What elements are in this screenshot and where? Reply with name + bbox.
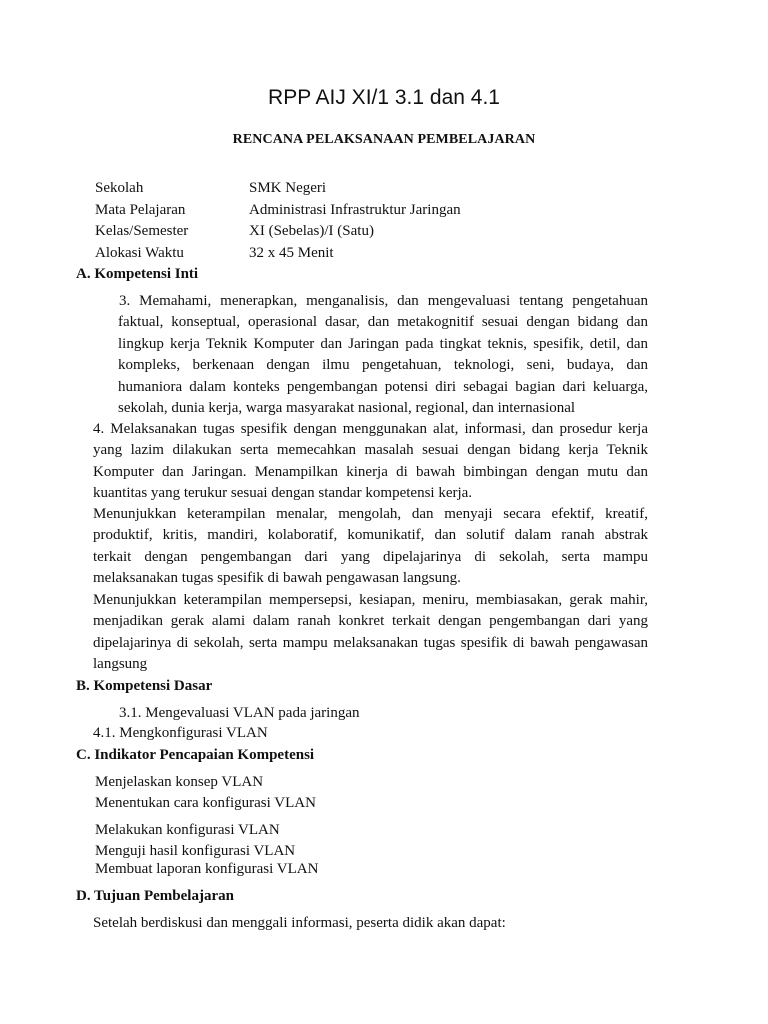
skills-line: Menunjukkan keterampilan menalar, mengolah, dan menyaji secara efektif, kreatif,: [93, 506, 648, 522]
ki3-line: sekolah, dunia kerja, warga masyarakat nasional, regional, dan internasional: [118, 399, 576, 416]
identity-label: Kelas/Semester: [95, 223, 189, 239]
ki4-line: 4. Melaksanakan tugas spesifik dengan menggunakan alat, informasi, dan prosedur kerja: [93, 421, 648, 437]
perception-line: Menunjukkan keterampilan mempersepsi, kesiapan, meniru, membiasakan, gerak mahir,: [93, 592, 648, 608]
document-title: RPP AIJ XI/1 3.1 dan 4.1: [268, 86, 500, 109]
section-c-heading: C. Indikator Pencapaian Kompetensi: [76, 747, 315, 763]
ki3-line: lingkup kerja Teknik Komputer dan Jaringan pada tingkat teknis, spesifik, detil, dan: [118, 335, 648, 352]
identity-value: XI (Sebelas)/I (Satu): [249, 223, 374, 239]
ki3-line: kompleks, berkenaan dengan ilmu pengetahuan, teknologi, seni, budaya, dan: [118, 357, 648, 374]
skills-line: produktif, kritis, mandiri, kolaboratif, komunikatif, dan solutif dalam ranah abstrak: [93, 527, 648, 544]
ki3-line: faktual, konseptual, operasional dasar, dan metakognitif sesuai dengan bidang dan: [118, 314, 648, 331]
indicator-item: Menentukan cara konfigurasi VLAN: [95, 795, 316, 811]
perception-line: dipelajarinya di sekolah, serta mampu melaksanakan tugas spesifik di bawah pengawasan: [93, 634, 648, 651]
ki4-line: yang lazim dilakukan serta memecahkan masalah sesuai dengan bidang kerja Teknik: [93, 442, 648, 459]
skills-line: terkait dengan pengembangan dari yang dipelajarinya di sekolah, serta mampu: [93, 548, 648, 565]
indicator-item: Menguji hasil konfigurasi VLAN: [95, 843, 296, 859]
kd-item: 3.1. Mengevaluasi VLAN pada jaringan: [119, 705, 360, 721]
identity-label: Alokasi Waktu: [95, 245, 184, 261]
identity-label: Mata Pelajaran: [95, 202, 186, 218]
indicator-item: Melakukan konfigurasi VLAN: [95, 822, 280, 838]
indicator-item: Membuat laporan konfigurasi VLAN: [95, 861, 319, 877]
section-a-heading: A. Kompetensi Inti: [76, 266, 199, 282]
ki3-line: 3. Memahami, menerapkan, menganalisis, dan mengevaluasi tentang pengetahuan: [119, 293, 648, 309]
identity-label: Sekolah: [95, 180, 144, 196]
kd-item: 4.1. Mengkonfigurasi VLAN: [93, 725, 268, 741]
ki3-line: humaniora dalam konteks pengembangan potensi diri sebagai bagian dari keluarga,: [118, 378, 648, 395]
document-subtitle: RENCANA PELAKSANAAN PEMBELAJARAN: [232, 132, 536, 147]
perception-paragraph: [93, 590, 648, 676]
section-b-heading: B. Kompetensi Dasar: [76, 678, 213, 694]
skills-line: melaksanakan tugas spesifik di bawah pengawasan langsung.: [93, 570, 461, 587]
perception-line: menjadikan gerak alami dalam ranah konkret terkait dengan pengembangan dari yang: [93, 613, 648, 630]
skills-paragraph: [93, 504, 648, 590]
identity-value: SMK Negeri: [249, 180, 327, 196]
perception-line: langsung: [93, 656, 148, 673]
section-d-heading: D. Tujuan Pembelajaran: [76, 888, 234, 904]
ki3-paragraph: [118, 291, 648, 419]
indicator-item: Menjelaskan konsep VLAN: [95, 774, 264, 790]
identity-value: 32 x 45 Menit: [249, 245, 334, 261]
ki4-paragraph: [93, 419, 648, 505]
ki4-line: kuantitas yang terukur sesuai dengan standar kompetensi kerja.: [93, 485, 473, 502]
objectives-intro: Setelah berdiskusi dan menggali informasi, peserta didik akan dapat:: [93, 915, 506, 931]
ki4-line: Komputer dan Jaringan. Menampilkan kinerja di bawah bimbingan dengan mutu dan: [93, 463, 648, 480]
identity-value: Administrasi Infrastruktur Jaringan: [249, 202, 461, 218]
